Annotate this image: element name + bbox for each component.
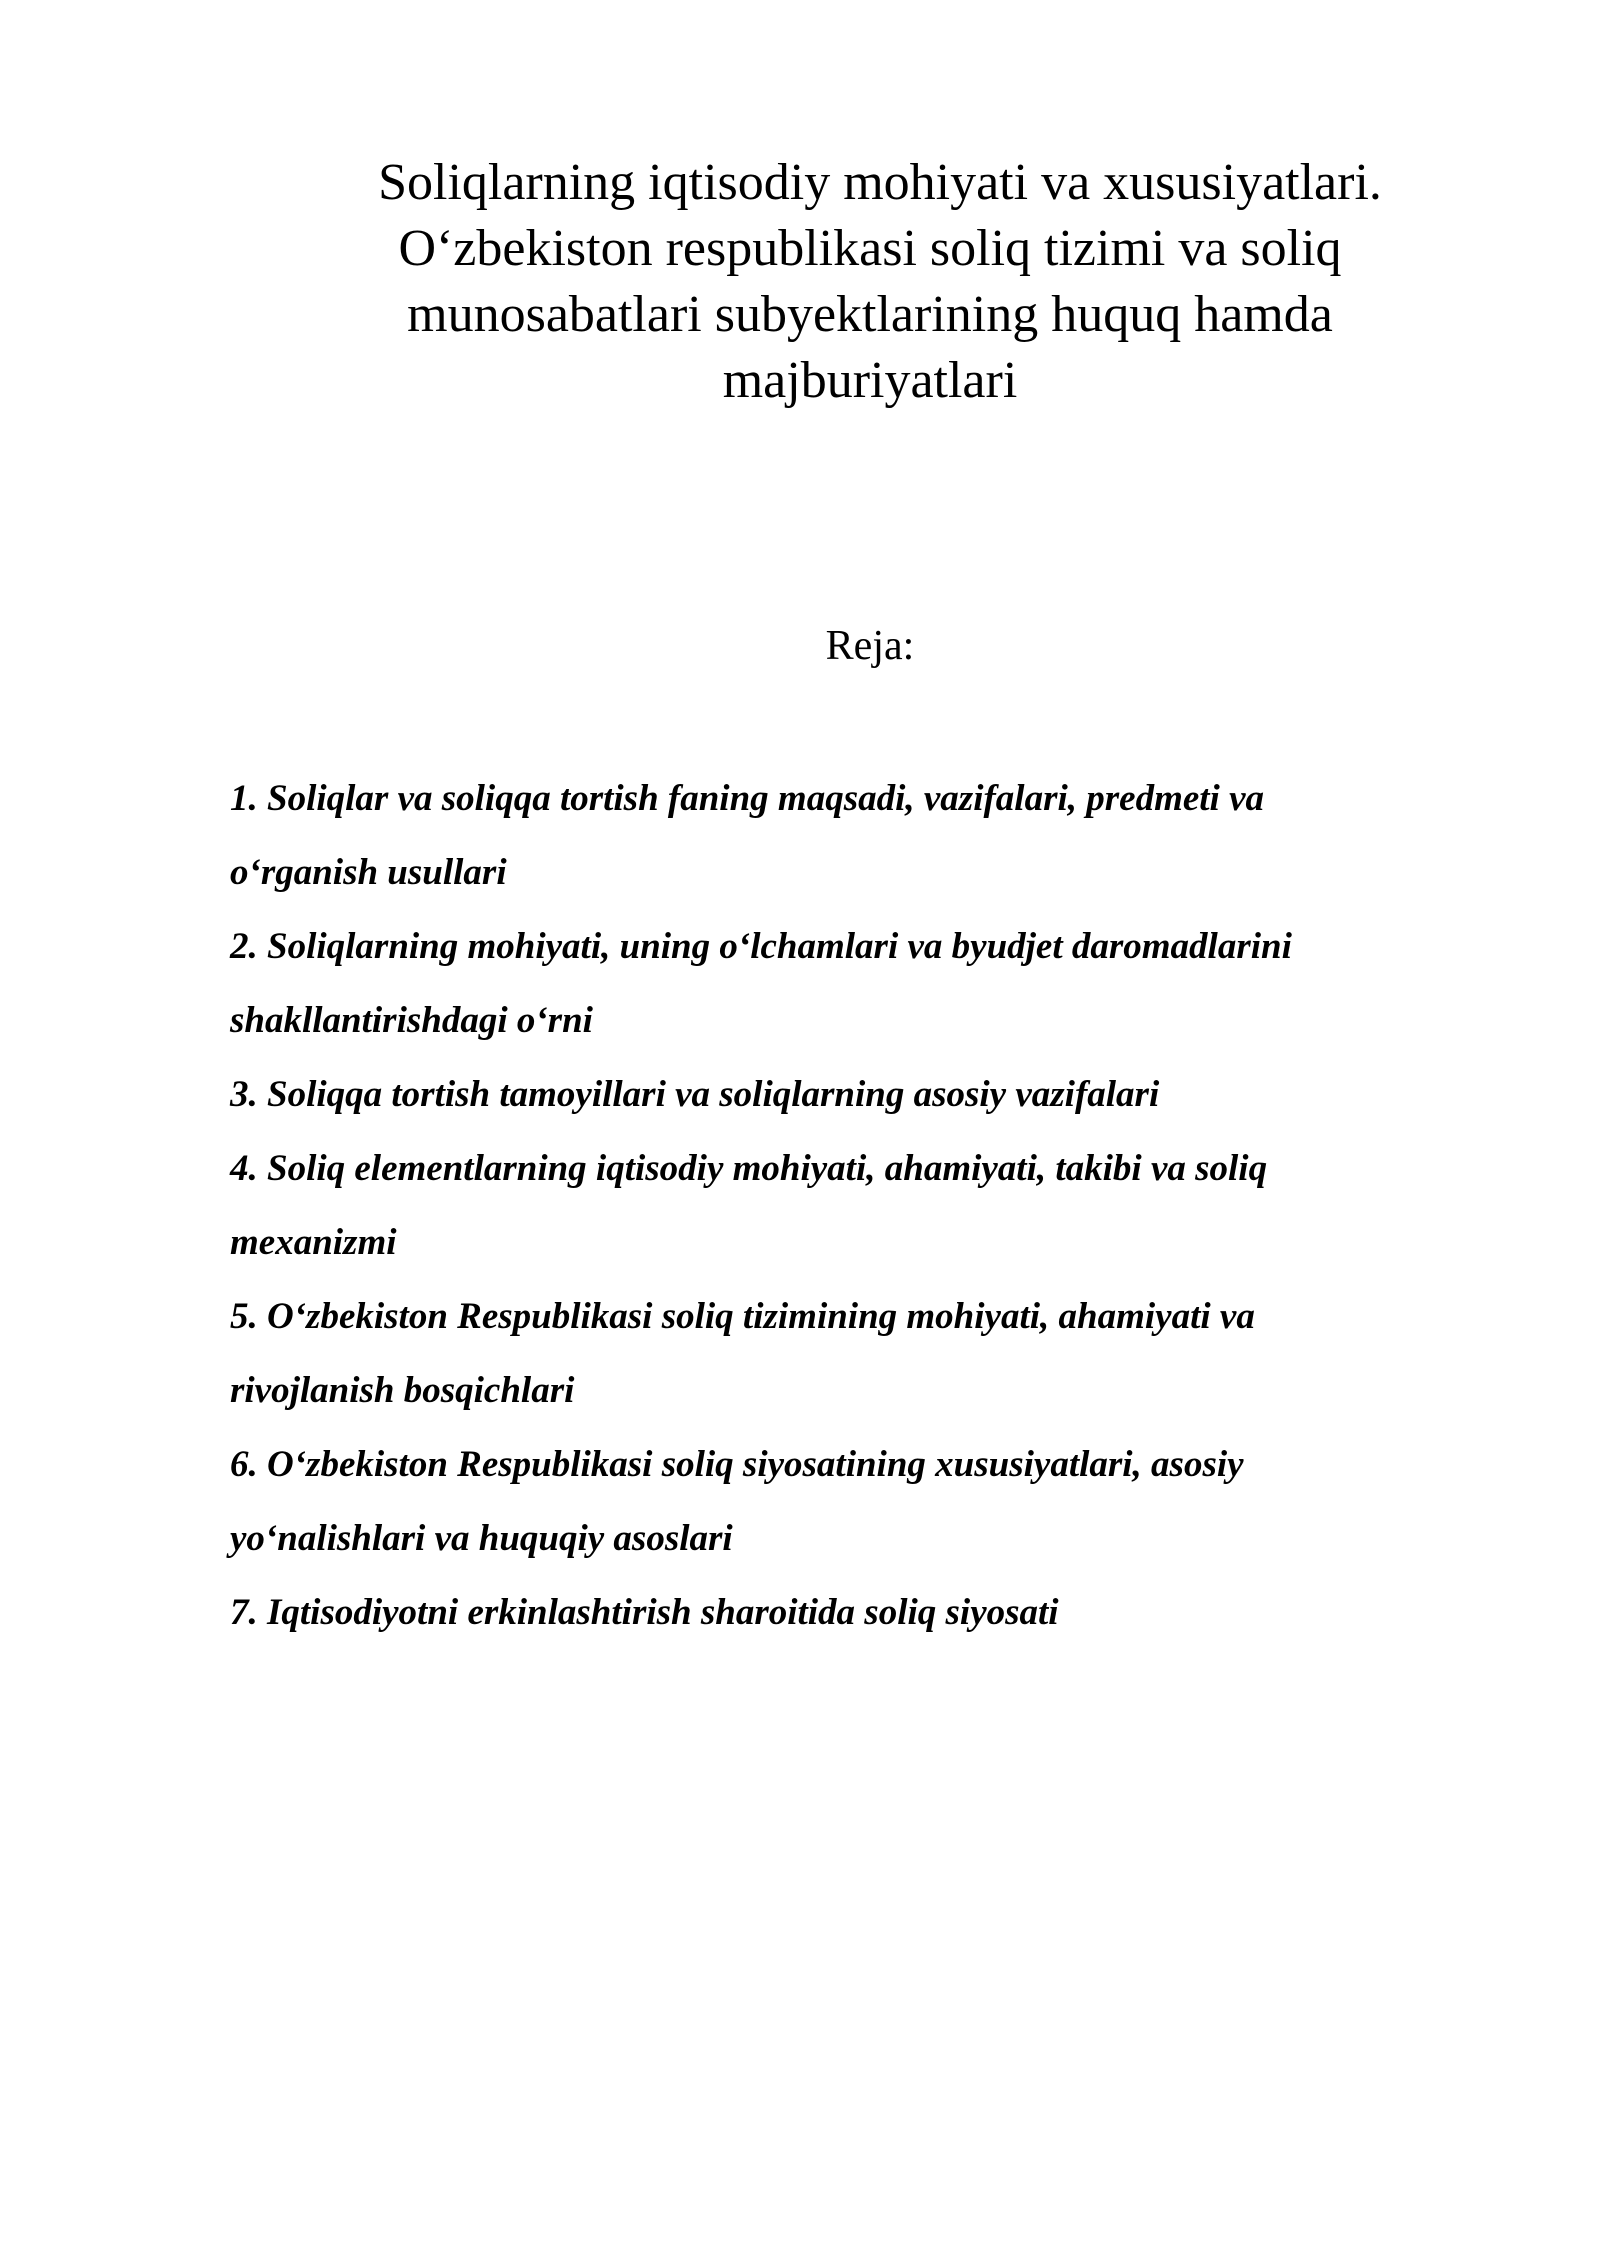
plan-item [230, 762, 1490, 910]
plan-item [230, 1058, 1490, 1132]
plan-item-line: shakllantirishdagi o‘rni [230, 1000, 593, 1041]
title-line: O‘zbekiston respublikasi soliq tizimi va soliq [398, 220, 1342, 277]
title-line: Soliqlarning iqtisodiy mohiyati va xususiyatlari. [378, 154, 1382, 211]
plan-item-line: yo‘nalishlari va huquqiy asoslari [230, 1518, 733, 1559]
plan-item-line: 3. Soliqqa tortish tamoyillari va soliqlarning asosiy vazifalari [230, 1074, 1160, 1115]
plan-item-line: rivojlanish bosqichlari [230, 1370, 575, 1411]
title-line: munosabatlari subyektlarining huquq hamda [407, 286, 1333, 343]
plan-item-line: 5. O‘zbekiston Respublikasi soliq tizimining mohiyati, ahamiyati va [230, 1296, 1255, 1337]
plan-item [230, 1132, 1490, 1280]
plan-item-line: 2. Soliqlarning mohiyati, uning o‘lchamlari va byudjet daromadlarini [230, 926, 1292, 967]
plan-item-line: 1. Soliqlar va soliqqa tortish faning maqsadi, vazifalari, predmeti va [230, 778, 1265, 819]
plan-list [230, 762, 1490, 1650]
plan-item [230, 1428, 1490, 1576]
plan-item [230, 1280, 1490, 1428]
plan-item-line: 7. Iqtisodiyotni erkinlashtirish sharoitida soliq siyosati [230, 1592, 1059, 1633]
plan-item-line: mexanizmi [230, 1222, 397, 1263]
plan-heading: Reja: [825, 623, 915, 669]
plan-item [230, 910, 1490, 1058]
title-line: majburiyatlari [722, 352, 1018, 409]
plan-item-line: 4. Soliq elementlarning iqtisodiy mohiyati, ahamiyati, takibi va soliq [230, 1148, 1268, 1189]
plan-item-line: 6. O‘zbekiston Respublikasi soliq siyosatining xususiyatlari, asosiy [230, 1444, 1244, 1485]
plan-item-line: o‘rganish usullari [230, 852, 507, 893]
document-title [300, 150, 1440, 414]
plan-item [230, 1576, 1490, 1650]
